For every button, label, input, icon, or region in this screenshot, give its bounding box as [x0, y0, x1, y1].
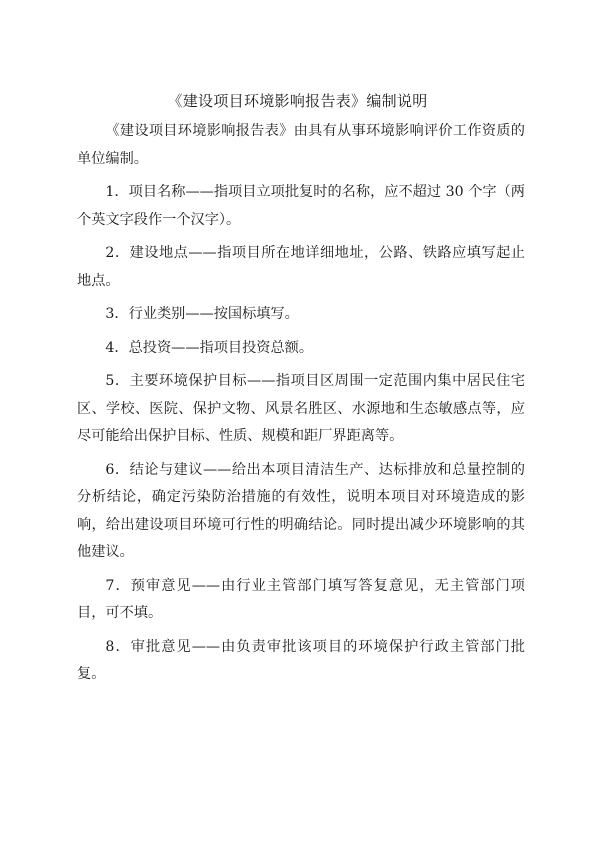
item-construction-site: 2．建设地点——指项目所在地详细地址，公路、铁路应填写起止地点。: [77, 245, 525, 289]
item-protection-targets: 5．主要环境保护目标——指项目区周围一定范围内集中居民住宅区、学校、医院、保护文物、风景名胜区、水源地和生态敏感点等，应尽可能给出保护目标、性质、规模和距厂界距离等。: [77, 373, 525, 444]
item-industry-category: 3．行业类别——按国标填写。: [105, 306, 299, 322]
intro-paragraph: 《建设项目环境影响报告表》由具有从事环境影响评价工作资质的单位编制。: [77, 123, 525, 167]
item-project-name: 1．项目名称——指项目立项批复时的名称，应不超过 30 个字（两个英文字段作一个汉字）。: [77, 184, 525, 228]
item-approval-opinion: 8．审批意见——由负责审批该项目的环境保护行政主管部门批复。: [77, 638, 525, 682]
document-title: 《建设项目环境影响报告表》编制说明: [167, 92, 428, 110]
document-body: [77, 118, 525, 689]
item-preliminary-review: 7．预审意见——由行业主管部门填写答复意见，无主管部门项目，可不填。: [77, 577, 525, 621]
item-total-investment: 4．总投资——指项目投资总额。: [105, 339, 314, 356]
item-conclusion-suggestions: 6．结论与建议——给出本项目清洁生产、达标排放和总量控制的分析结论，确定污染防治措施的有效性，说明本项目对环境造成的影响，给出建设项目环境可行性的明确结论。同时提出减少环境影响的其他建议。: [77, 461, 525, 560]
